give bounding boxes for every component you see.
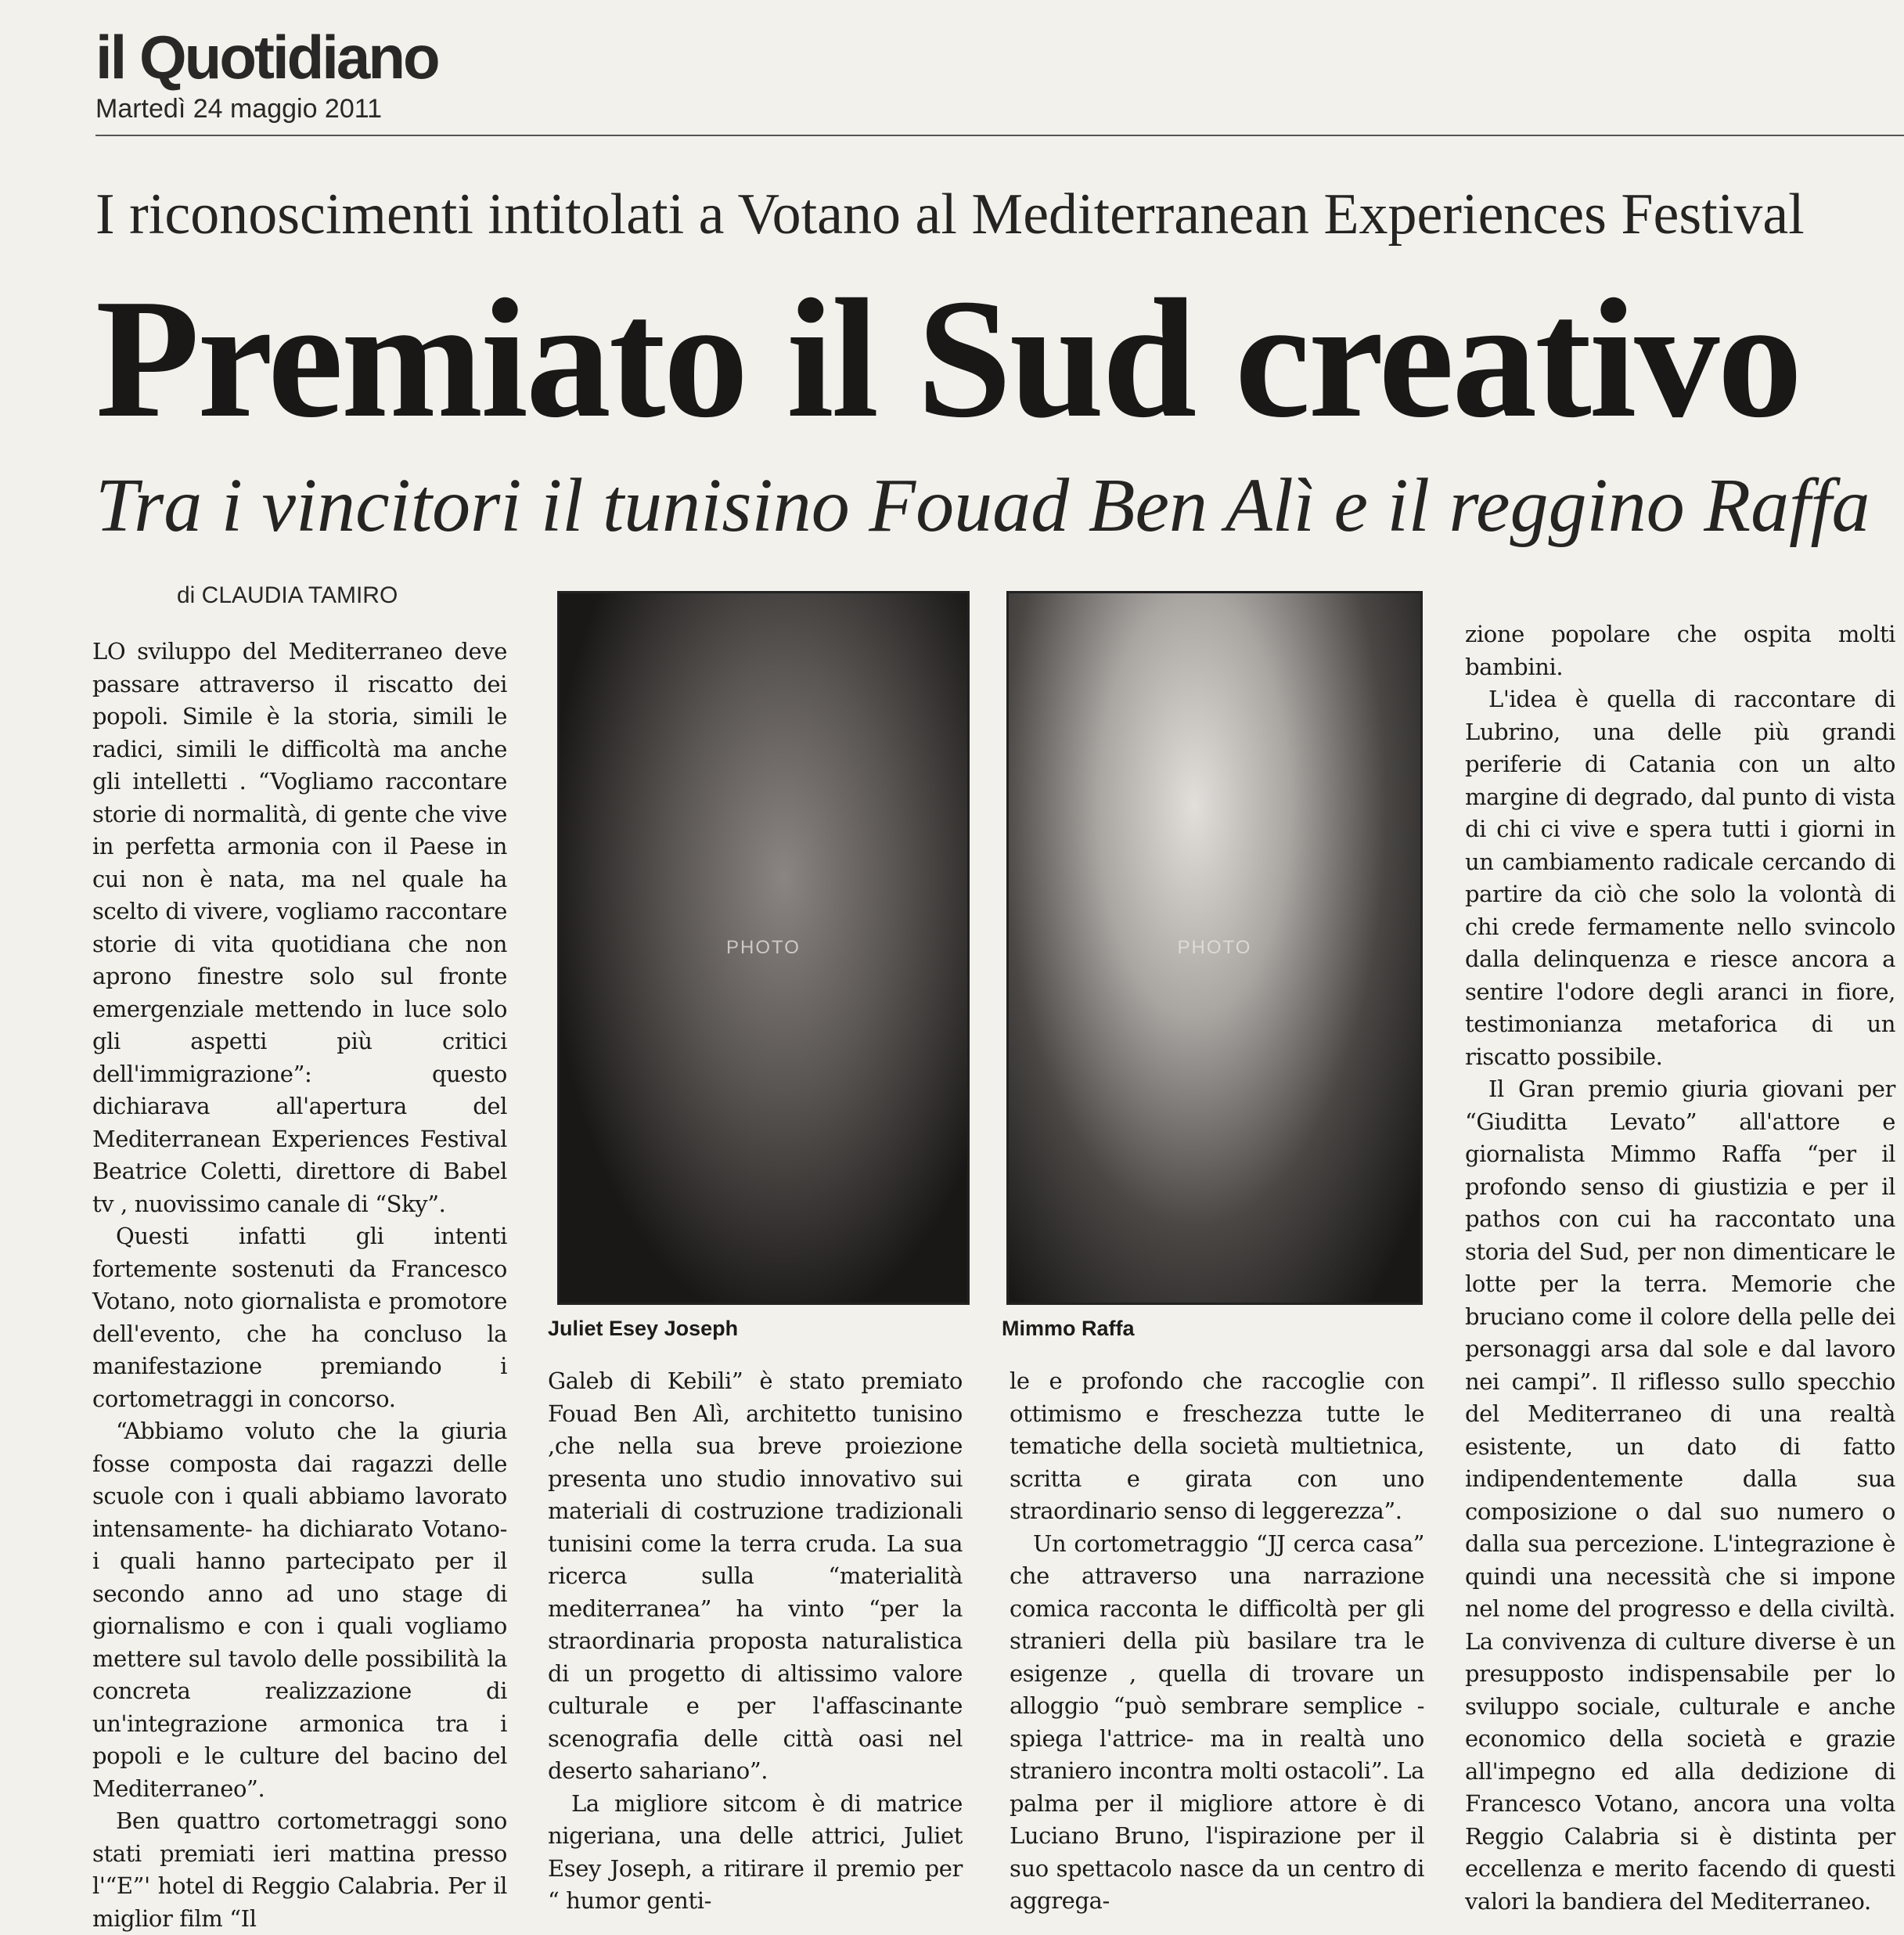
photo-caption: Juliet Esey Joseph <box>548 1317 739 1340</box>
col1-paragraph: LO sviluppo del Mediterraneo deve passare attraverso il riscatto dei popoli. Simile è la storia, simili le radici, simili le difficoltà ma anche gli intelletti . “Vogliamo raccontare storie di normalità, di gente che vive in perfetta armonia con il Paese in cui non è nata, ma nel quale ha scelto di vivere, vogliamo raccontare storie di vita quotidiana che non aprono finestre solo sul fronte emergenziale mettendo in luce solo gli aspetti più critici dell'immigrazione”: questo dichiarava all'apertura del Mediterranean Experiences Festival Beatrice Coletti, direttore di Babel tv , nuovissimo canale di “Sky”. <box>92 638 507 1217</box>
photo-placeholder-label: PHOTO <box>726 937 801 958</box>
col4-paragraph: L'idea è quella di raccontare di Lubrino, una delle più grandi periferie di Catania con un alto margine di degrado, dal punto di vista di chi ci vive e spera tutti i giorni in un cambiamento radicale cercando di partire da ciò che solo la volontà di chi crede fermamente nello svincolo dalla delinquenza e riesce ancora a sentire l'odore degli aranci in fiore, testimonianza metaforica di un riscatto possibile. <box>1465 686 1895 1070</box>
article-column-2 <box>548 1365 963 1914</box>
article-column-4 <box>1465 618 1895 1915</box>
col3-paragraph: le e profondo che raccoglie con ottimismo e freschezza tutte le tematiche della società multietnica, scritta e girata con uno straordinario senso di leggerezza”. <box>1010 1367 1424 1524</box>
photo-mimmo-raffa <box>1006 591 1423 1305</box>
col2-paragraph: Galeb di Kebili” è stato premiato Fouad Ben Alì, architetto tunisino ,che nella sua breve proiezione presenta uno studio innovativo sui materiali di costruzione tradizionali tunisini come la terra cruda. La sua ricerca sulla “materialità mediterranea” ha vinto “per la straordinaria proposta naturalistica di un progetto di altissimo valore culturale e per l'affascinante scenografia delle città oasi nel deserto sahariano”. <box>548 1367 963 1784</box>
deck: Tra i vincitori il tunisino Fouad Ben Alì e il reggino Raffa <box>95 463 1870 548</box>
masthead: il Quotidiano <box>95 23 438 92</box>
col4-paragraph: zione popolare che ospita molti bambini. <box>1465 621 1895 680</box>
photo-placeholder-label: PHOTO <box>1177 937 1252 958</box>
col4-paragraph: Il Gran premio giuria giovani per “Giuditta Levato” all'attore e giornalista Mimmo Raffa “per il profondo senso di giustizia e per il pathos con cui ha raccontato una storia del Sud, per non dimenticare le lotte per la terra. Memorie che bruciano come il colore della pelle dei personaggi arsa dal sole e dal lavoro nei campi”. Il riflesso sullo specchio del Mediterraneo di una realtà esistente, un dato di fatto indipendentemente dalla sua composizione o dal suo numero o dalla sua percezione. L'integrazione è quindi una necessità che si impone nel nome del progresso e della civiltà. La convivenza di culture diverse è un presupposto indispensabile per lo sviluppo sociale, culturale e anche economico della società e grazie all'impegno ed alla dedizione di Francesco Votano, ancora una volta Reggio Calabria si è distinta per eccellenza e merito facendo di questi valori la bandiera del Mediterraneo. <box>1465 1076 1895 1915</box>
col1-paragraph: “Abbiamo voluto che la giuria fosse composta dai ragazzi delle scuole con i quali abbiamo lavorato intensamente- ha dichiarato Votano- i quali hanno partecipato per il secondo anno ad uno stage di giornalismo e con i quali vogliamo mettere sul tavolo delle possibilità la concreta realizzazione di un'integrazione armonica tra i popoli e le culture del bacino del Mediterraneo”. <box>92 1418 507 1802</box>
headline: Premiato il Sud creativo <box>95 265 1801 453</box>
col3-paragraph: Un cortometraggio “JJ cerca casa” che attraverso una narrazione comica racconta le difficoltà per gli stranieri della più basilare tra le esigenze , quella di trovare un alloggio “può sembrare semplice - spiega l'attrice- ma in realtà uno straniero incontra molti ostacoli”. La palma per il migliore attore è di Luciano Bruno, l'ispirazione per il suo spettacolo nasce da un centro di aggrega- <box>1010 1530 1424 1914</box>
date-rule <box>95 135 1904 136</box>
article-column-3 <box>1010 1365 1424 1914</box>
col2-paragraph: La migliore sitcom è di matrice nigeriana, una delle attrici, Juliet Esey Joseph, a ritirare il premio per “ humor genti- <box>548 1789 963 1914</box>
article-column-1 <box>92 636 507 1932</box>
publication-date: Martedì 24 maggio 2011 <box>95 94 383 124</box>
kicker: I riconoscimenti intitolati a Votano al Mediterranean Experiences Festival <box>95 182 1805 247</box>
col1-paragraph: Questi infatti gli intenti fortemente sostenuti da Francesco Votano, noto giornalista e promotore dell'evento, che ha concluso la manifestazione premiando i cortometraggi in concorso. <box>92 1223 507 1412</box>
photo-caption: Mimmo Raffa <box>1002 1317 1135 1340</box>
byline: di CLAUDIA TAMIRO <box>177 582 398 608</box>
col1-paragraph: Ben quattro cortometraggi sono stati premiati ieri mattina presso l'“E”' hotel di Reggio Calabria. Per il miglior film “Il <box>92 1807 507 1932</box>
photo-juliet-esey-joseph <box>557 591 970 1305</box>
